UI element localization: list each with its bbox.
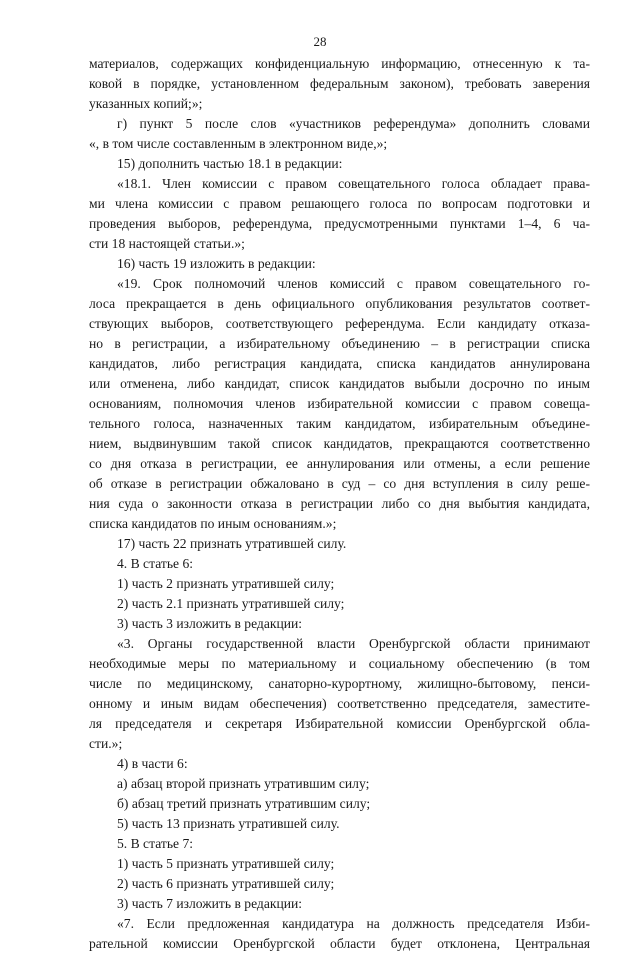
text-line: указанных копий;»; <box>89 96 203 111</box>
text-line: проведения выборов, референдума, предусмотренными пунктами 1–4, 6 ча- <box>89 216 590 231</box>
text-line: сти.»; <box>89 736 123 751</box>
text-line: ния суда о законности отказа в регистрации либо со дня выбытия кандидата, <box>89 496 590 511</box>
text-line: тельного голоса, назначенных таким кандидатом, избирательным объедине- <box>89 416 590 431</box>
text-line: «, в том числе составленным в электронном виде,»; <box>89 136 388 151</box>
text-line: 1) часть 2 признать утратившей силу; <box>117 576 335 591</box>
text-line: 1) часть 5 признать утратившей силу; <box>117 856 335 871</box>
document-body <box>89 54 590 954</box>
text-line: ковой в порядке, установленном федеральным законом), требовать заверения <box>89 76 590 91</box>
text-line: рательной комиссии Оренбургской области будет отклонена, Центральная <box>89 936 590 951</box>
text-line: необходимые меры по материальному и социальному обеспечению (в том <box>89 656 590 671</box>
text-line: 3) часть 7 изложить в редакции: <box>117 896 303 911</box>
text-line: 17) часть 22 признать утратившей силу. <box>117 536 347 551</box>
text-line: со дня отказа в регистрации, ее аннулирования или отмены, а если решение <box>89 456 590 471</box>
text-line: 15) дополнить частью 18.1 в редакции: <box>117 156 343 171</box>
text-line: 4. В статье 6: <box>117 556 194 571</box>
text-line: кандидатов, либо регистрация кандидата, списка кандидатов аннулирована <box>89 356 590 371</box>
page-number: 28 <box>313 34 327 49</box>
text-line: ми члена комиссии с правом решающего голоса по вопросам подготовки и <box>89 196 590 211</box>
text-line: онному и иным видам обеспечения) соответственно председателя, заместите- <box>89 696 590 711</box>
text-line: 16) часть 19 изложить в редакции: <box>117 256 316 271</box>
text-line: г) пункт 5 после слов «участников референдума» дополнить словами <box>117 116 590 131</box>
text-line: лоса прекращается в день официального опубликования результатов соответ- <box>89 296 590 311</box>
text-line: 4) в части 6: <box>117 756 188 771</box>
text-line: 5) часть 13 признать утратившей силу. <box>117 816 340 831</box>
text-line: 2) часть 2.1 признать утратившей силу; <box>117 596 345 611</box>
text-line: ствующих выборов, соответствующего референдума. Если кандидату отказа- <box>89 316 590 331</box>
text-line: «3. Органы государственной власти Оренбургской области принимают <box>117 636 590 651</box>
text-line: числе по медицинскому, санаторно-курортному, жилищно-бытовому, пенси- <box>89 676 590 691</box>
text-line: «19. Срок полномочий членов комиссий с правом совещательного го- <box>117 276 590 291</box>
text-line: сти 18 настоящей статьи.»; <box>89 236 245 251</box>
text-line: ля председателя и секретаря Избирательной комиссии Оренбургской обла- <box>89 716 590 731</box>
text-line: нием, выдвинувшим такой список кандидатов, прекращаются соответственно <box>89 436 590 451</box>
text-line: 5. В статье 7: <box>117 836 194 851</box>
text-line: б) абзац третий признать утратившим силу; <box>117 796 371 811</box>
text-line: «7. Если предложенная кандидатура на должность председателя Изби- <box>117 916 590 931</box>
text-line: но в регистрации, а избирательному объединению – в регистрации списка <box>89 336 590 351</box>
text-line: а) абзац второй признать утратившим силу; <box>117 776 370 791</box>
text-line: об отказе в регистрации обжаловано в суд – со дня вступления в силу реше- <box>89 476 590 491</box>
text-line: 2) часть 6 признать утратившей силу; <box>117 876 335 891</box>
text-line: материалов, содержащих конфиденциальную информацию, отнесенную к та- <box>89 56 590 71</box>
text-line: 3) часть 3 изложить в редакции: <box>117 616 303 631</box>
text-line: «18.1. Член комиссии с правом совещательного голоса обладает права- <box>117 176 590 191</box>
text-line: или отменена, либо кандидат, список кандидатов выбыли досрочно по иным <box>89 376 590 391</box>
text-line: основаниям, полномочия членов избирательной комиссии с правом совеща- <box>89 396 590 411</box>
text-line: списка кандидатов по иным основаниям.»; <box>89 516 337 531</box>
